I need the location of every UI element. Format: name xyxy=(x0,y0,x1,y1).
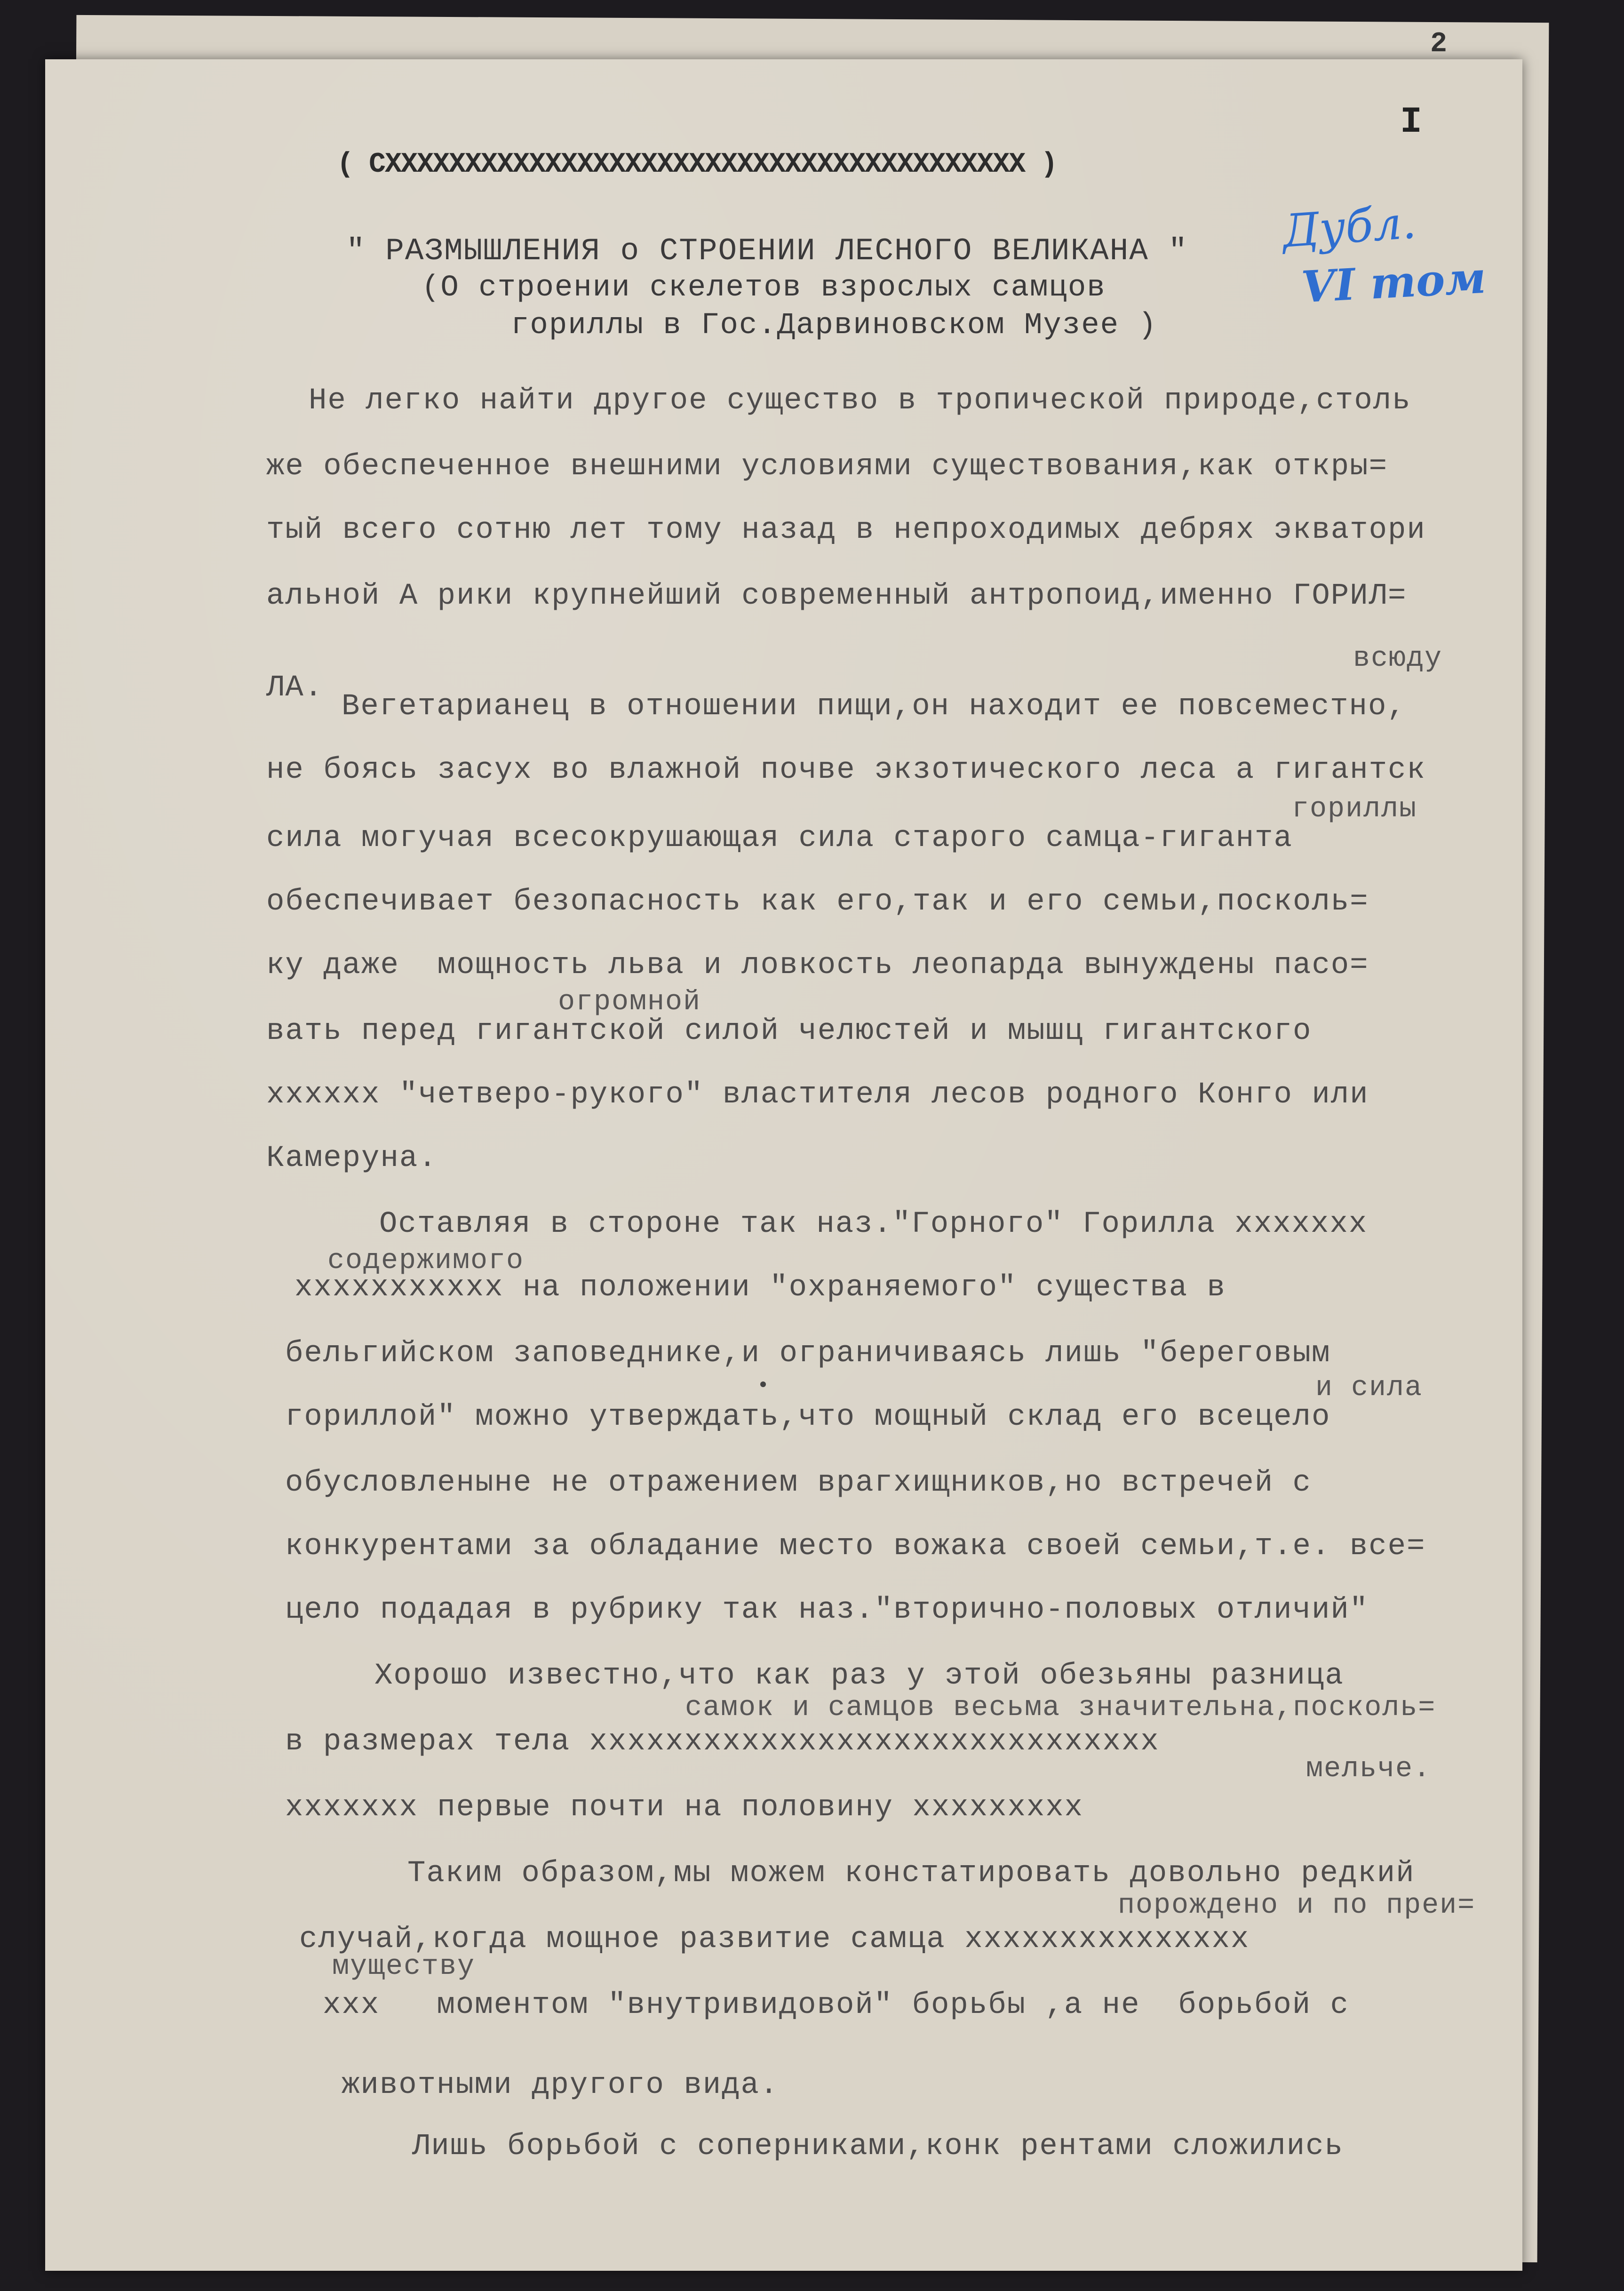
insertion: гориллы xyxy=(1292,793,1417,825)
text-line: гориллой" можно утверждать,что мощный склад его всецело xyxy=(285,1400,1331,1434)
insertion: мельче. xyxy=(1306,1753,1432,1785)
insertion: муществу xyxy=(332,1951,476,1983)
insertion: и сила xyxy=(1315,1372,1423,1404)
typewritten-page xyxy=(45,59,1522,2271)
text-line: не боясь засух во влажной почве экзотического леса а гигантск xyxy=(266,753,1426,787)
text-line: Не легко найти другое существо в тропической природе,столь xyxy=(309,384,1411,418)
text-line: Таким образом,мы можем констатировать довольно редкий xyxy=(407,1857,1415,1891)
crossed-out-heading: ( СХХХХХХХХХХХХХХХХХХХХХХХХХХХХХХХХХХХХХХХХ ) xyxy=(337,149,1057,181)
text-line: ЛА. xyxy=(266,671,324,705)
text-line: ххх моментом "внутривидовой" борьбы ,а не борьбой с xyxy=(323,1988,1349,2022)
text-line: бельгийском заповеднике,и ограничиваясь лишь "береговым xyxy=(285,1337,1331,1371)
text-line: Вегетарианец в отношении пищи,он находит ее повсеместно, xyxy=(342,690,1406,724)
text-line: случай,когда мощное развитие самца ххххххххххххххх xyxy=(299,1923,1250,1956)
text-line: сила могучая всесокрушающая сила старого самца-гиганта xyxy=(266,822,1293,855)
text-line: ку даже мощность льва и ловкость леопарда вынуждены пасо= xyxy=(266,949,1369,982)
text-line: конкурентами за обладание место вожака своей семьи,т.е. все= xyxy=(285,1530,1426,1564)
text-line: Камеруна. xyxy=(266,1142,438,1175)
page-number: I xyxy=(1400,102,1422,143)
text-line: ххххххх первые почти на половину ххххххххх xyxy=(285,1791,1084,1825)
ink-dot xyxy=(760,1381,766,1387)
handwritten-note-2: VI том xyxy=(1300,252,1488,313)
page-subtitle-1: (О строении скелетов взрослых самцов xyxy=(422,271,1106,305)
page-subtitle-2: гориллы в Гос.Дарвиновском Музее ) xyxy=(511,309,1157,343)
text-line: альной А рики крупнейший современный антропоид,именно ГОРИЛ= xyxy=(266,579,1407,613)
insertion: всюду xyxy=(1353,643,1443,675)
text-line: Хорошо известно,что как раз у этой обезьяны разница xyxy=(374,1659,1344,1693)
page-title: " РАЗМЫШЛЕНИЯ о СТРОЕНИИ ЛЕСНОГО ВЕЛИКАНА " xyxy=(346,233,1188,269)
text-line: же обеспеченное внешними условиями существования,как откры= xyxy=(266,450,1388,484)
text-line: Оставляя в стороне так наз."Горного" Горилла ххххххх xyxy=(379,1207,1368,1241)
text-line: вать перед гигантской силой челюстей и мышц гигантского xyxy=(266,1014,1312,1048)
insertion: самок и самцов весьма значительна,посколь= xyxy=(685,1692,1436,1724)
insertion: порождено и по преи= xyxy=(1118,1890,1476,1922)
text-line: обусловленыне не отражением врагхищников,но встречей с xyxy=(285,1466,1312,1500)
text-line: хххххх "четверо-рукого" властителя лесов родного Конго или xyxy=(266,1078,1369,1112)
text-line: Лишь борьбой с соперниками,конк рентами сложились xyxy=(412,2130,1344,2163)
text-line: цело подадая в рубрику так наз."вторично-половых отличий" xyxy=(285,1593,1369,1627)
insertion: огромной xyxy=(558,986,701,1018)
text-line: в размерах тела хххххххххххххххххххххххххххххх xyxy=(285,1725,1160,1759)
corner-page-number: 2 xyxy=(1430,28,1448,60)
insertion: содержимого xyxy=(327,1245,525,1277)
text-line: ххххххххххх на положении "охраняемого" существа в xyxy=(295,1271,1226,1305)
text-line: животными другого вида. xyxy=(342,2068,779,2102)
text-line: обеспечивает безопасность как его,так и его семьи,посколь= xyxy=(266,885,1369,919)
handwritten-note-1: Дубл. xyxy=(1281,196,1418,258)
text-line: тый всего сотню лет тому назад в непроходимых дебрях экватори xyxy=(266,513,1426,547)
